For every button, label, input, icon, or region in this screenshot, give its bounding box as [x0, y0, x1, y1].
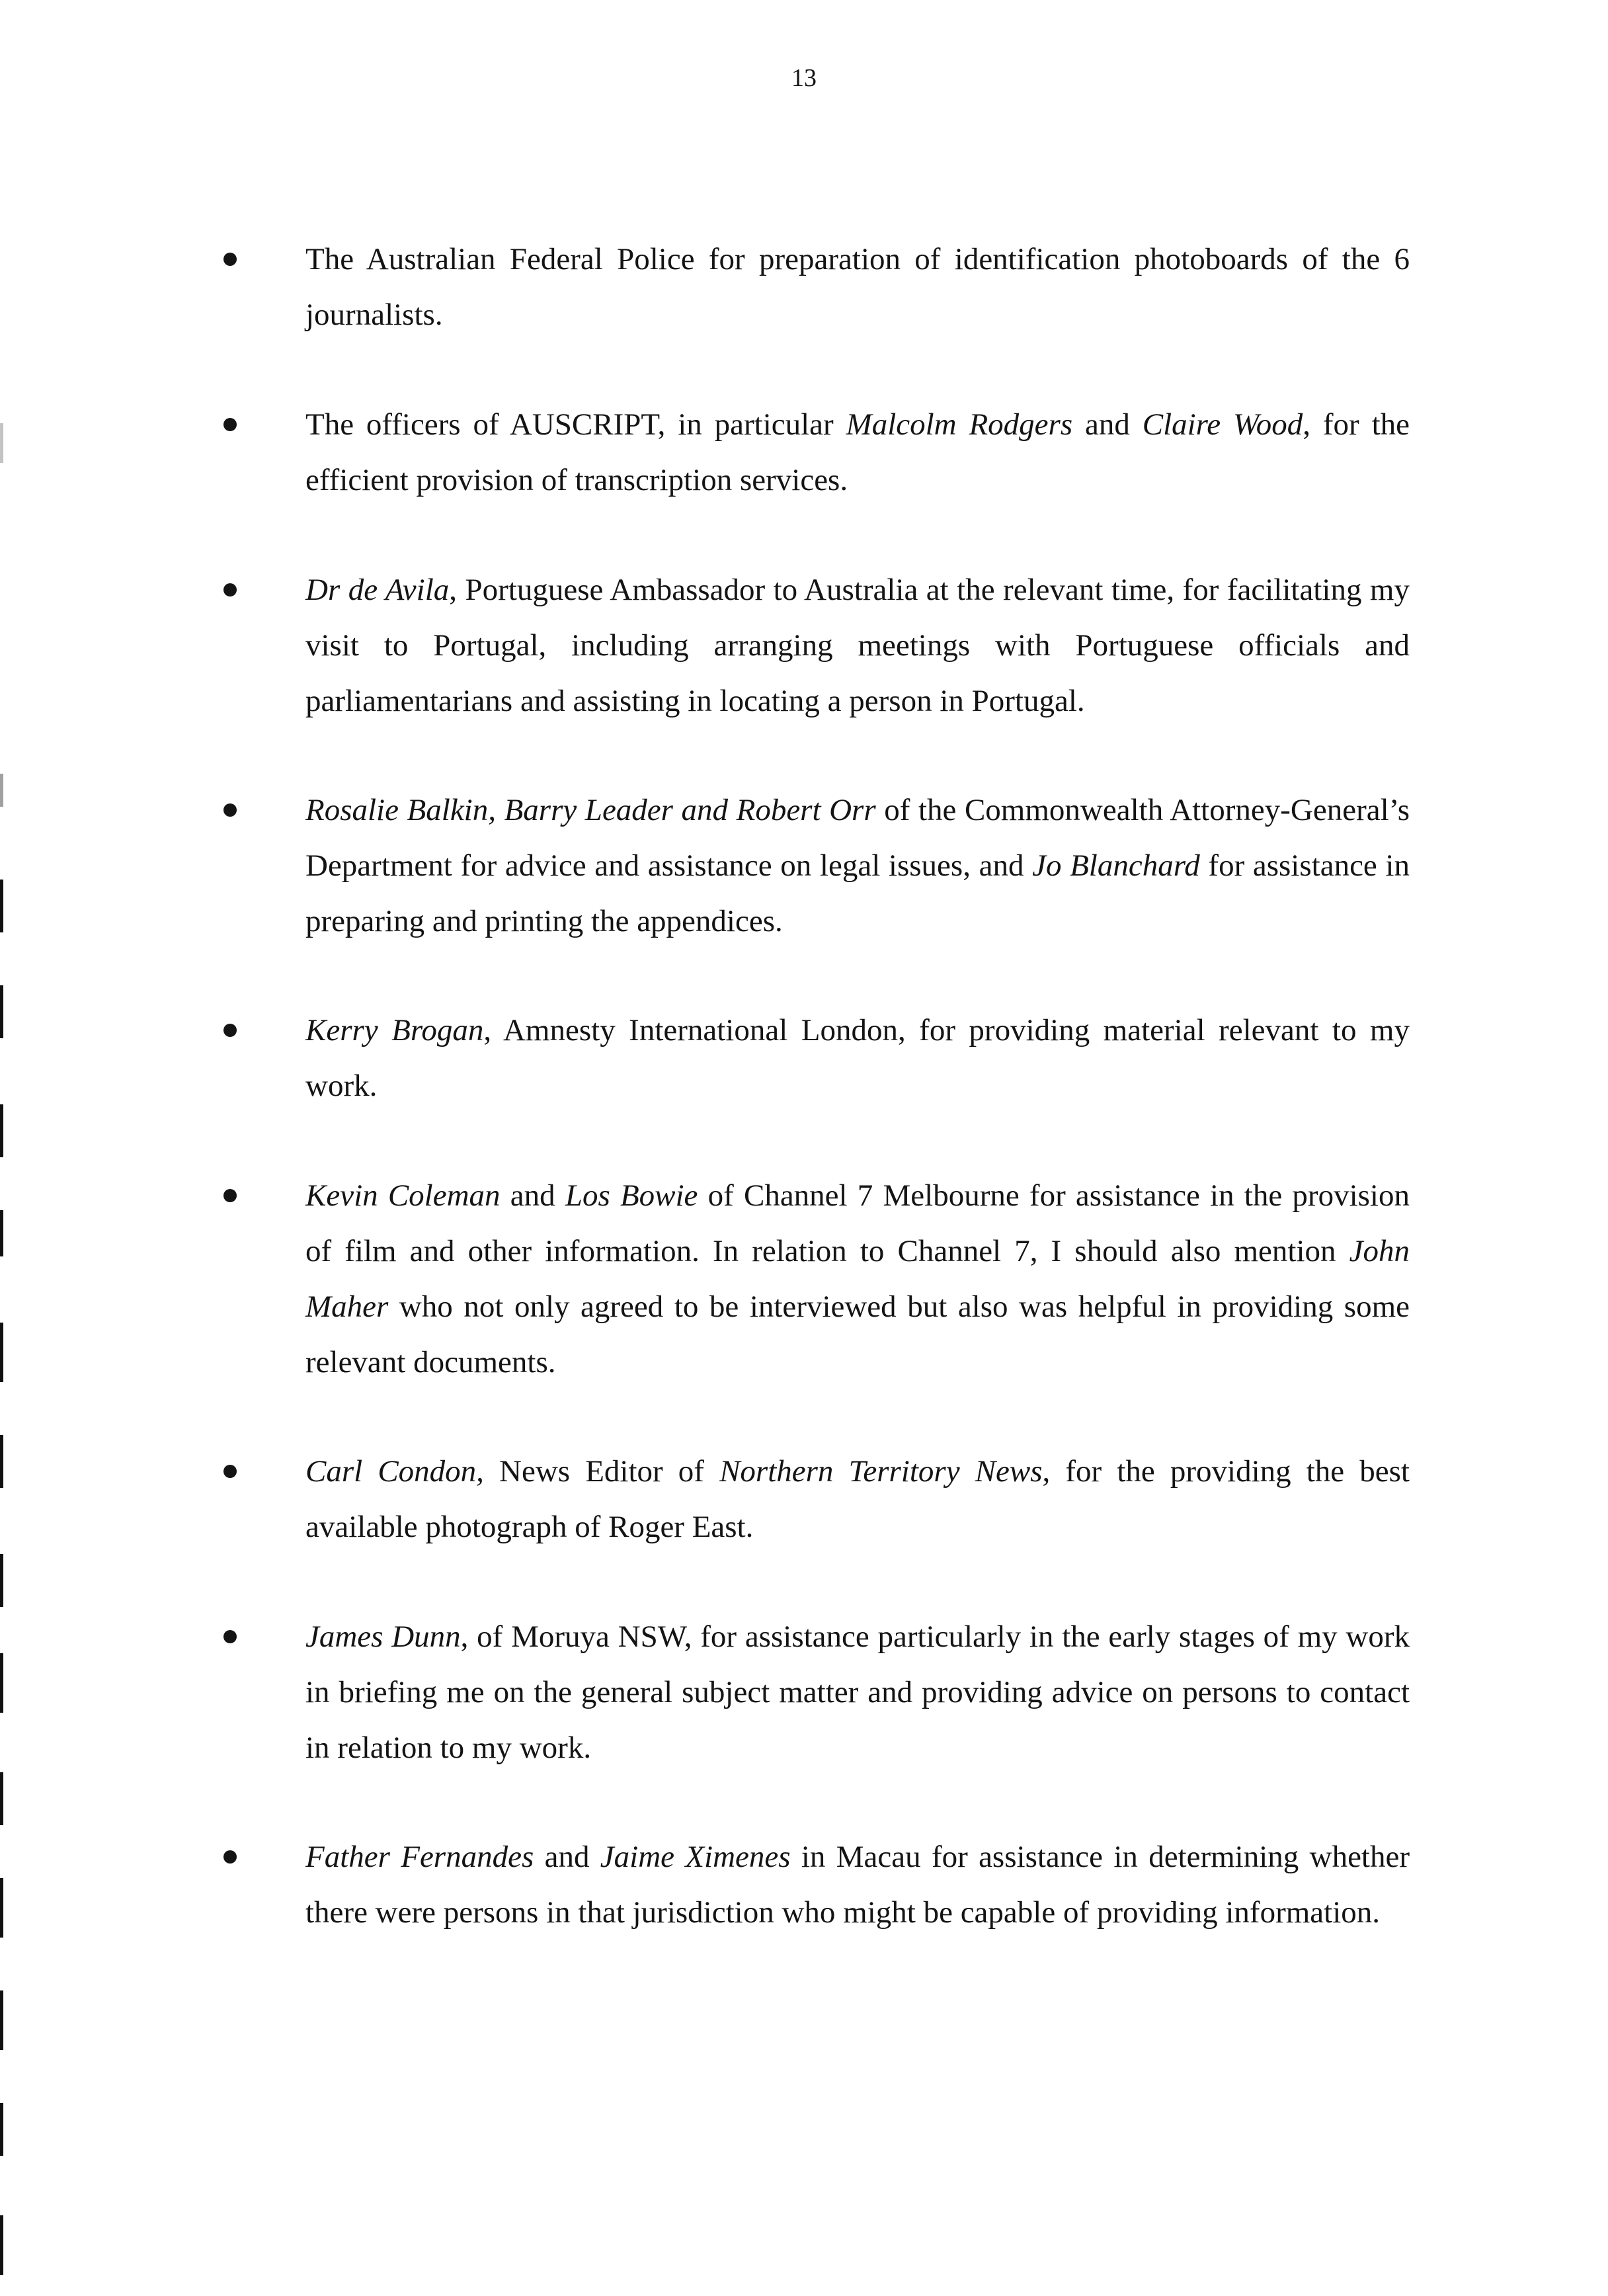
scan-margin-mark	[0, 1653, 3, 1713]
bullet	[223, 1630, 237, 1643]
bullet	[223, 253, 237, 266]
scan-margin-mark	[0, 1435, 3, 1488]
list-item: Kerry Brogan, Amnesty International London, for providing material relevant to my work.	[305, 1013, 1410, 1103]
scan-margin-mark	[0, 2103, 3, 2156]
scan-margin-mark	[0, 1323, 3, 1382]
scan-margin-mark	[0, 1772, 3, 1825]
bullet	[223, 1850, 237, 1864]
list-item: The Australian Federal Police for preparation of identification photoboards of the 6 journalists.	[305, 242, 1410, 332]
scan-margin-mark	[0, 880, 3, 932]
scan-margin-mark	[0, 423, 3, 463]
list-item: Rosalie Balkin, Barry Leader and Robert Orr of the Commonwealth Attorney-General’s Department for advice and assistance on legal issues, and Jo Blanchard for assistance in preparing and printing the appendices.	[305, 793, 1410, 938]
bullet	[223, 1024, 237, 1037]
list-item: Father Fernandes and Jaime Ximenes in Macau for assistance in determining whether there were persons in that jurisdiction who might be capable of providing information.	[305, 1840, 1410, 1930]
scan-margin-mark	[0, 1210, 3, 1256]
scan-margin-mark	[0, 1554, 3, 1607]
list-item: Dr de Avila, Portuguese Ambassador to Australia at the relevant time, for facilitating my visit to Portugal, including arranging meetings with Portuguese officials and parliamentarians and assisting in locating a person in Portugal.	[305, 573, 1410, 718]
scan-margin-mark	[0, 1104, 3, 1157]
scan-margin-mark	[0, 1990, 3, 2050]
list-item: Kevin Coleman and Los Bowie of Channel 7 Melbourne for assistance in the provision of film and other information. In relation to Channel 7, I should also mention John Maher who not only agreed to be interviewed but also was helpful in providing some relevant documents.	[305, 1178, 1410, 1379]
scan-margin-mark	[0, 2215, 3, 2275]
bullet	[223, 803, 237, 817]
bullet	[223, 418, 237, 431]
bullet	[223, 1189, 237, 1202]
scan-margin-mark	[0, 1878, 3, 1938]
scan-margin-mark	[0, 774, 3, 807]
list-item: James Dunn, of Moruya NSW, for assistance particularly in the early stages of my work in briefing me on the general subject matter and providing advice on persons to contact in relation to my work.	[305, 1620, 1410, 1765]
list-item: The officers of AUSCRIPT, in particular Malcolm Rodgers and Claire Wood, for the efficient provision of transcription services.	[305, 407, 1410, 497]
bullet	[223, 1465, 237, 1478]
page-number: 13	[791, 64, 817, 92]
list-item: Carl Condon, News Editor of Northern Territory News, for the providing the best available photograph of Roger East.	[305, 1454, 1410, 1544]
bullet	[223, 583, 237, 596]
scan-margin-mark	[0, 985, 3, 1038]
